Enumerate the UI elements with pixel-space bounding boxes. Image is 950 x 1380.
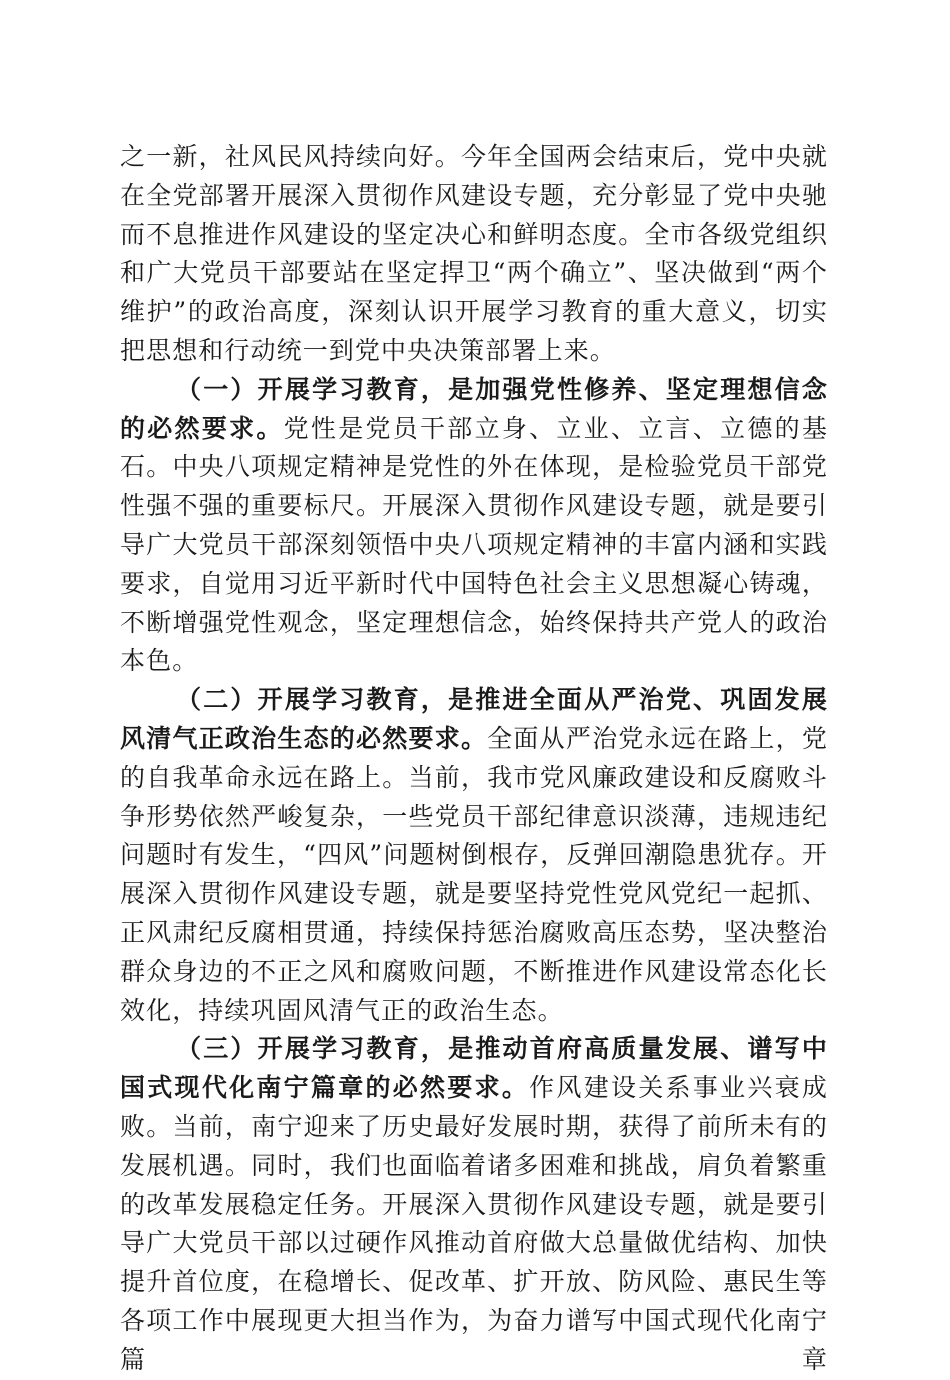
section-heading: （一）开展学习教育，是加强党性修养、坚定理想信念的必然要求。 [120, 374, 828, 443]
section-heading: （二）开展学习教育，是推进全面从严治党、巩固发展风清气正政治生态的必然要求。 [120, 685, 828, 753]
paragraph-section-3 [120, 1030, 828, 1379]
paragraph-body: 党性是党员干部立身、立业、立言、立德的基石。中央八项规定精神是党性的外在体现，是检验党员干部党性强不强的重要标尺。开展深入贯彻作风建设专题，就是要引导广大党员干部深刻领悟中央八项规定精神的丰富内涵和实践要求，自觉用习近平新时代中国特色社会主义思想凝心铸魂，不断增强党性观念，坚定理想信念，始终保持共产党人的政治本色。 [120, 413, 828, 676]
paragraph-intro-continuation [120, 138, 828, 371]
paragraph-body: 全面从严治党永远在路上，党的自我革命永远在路上。当前，我市党风廉政建设和反腐败斗争形势依然严峻复杂，一些党员干部纪律意识淡薄，违规违纪问题时有发生，“四风”问题树倒根存，反弹回潮隐患犹存。开展深入贯彻作风建设专题，就是要坚持党性党风党纪一起抓、正风肃纪反腐相贯通，持续保持惩治腐败高压态势，坚决整治群众身边的不正之风和腐败问题，不断推进作风建设常态化长效化，持续巩固风清气正的政治生态。 [120, 723, 828, 1025]
paragraph-body: 作风建设关系事业兴衰成败。当前，南宁迎来了历史最好发展时期，获得了前所未有的发展机遇。同时，我们也面临着诸多困难和挑战，肩负着繁重的改革发展稳定任务。开展深入贯彻作风建设专题，就是要引导广大党员干部以过硬作风推动首府做大总量做优结构、加快提升首位度，在稳增长、促改革、扩开放、防风险、惠民生等各项工作中展现更大担当作为，为奋力谱写中国式现代化南宁篇章 [120, 1073, 828, 1374]
paragraph-body: 之一新，社风民风持续向好。今年全国两会结束后，党中央就在全党部署开展深入贯彻作风建设专题，充分彰显了党中央驰而不息推进作风建设的坚定决心和鲜明态度。全市各级党组织和广大党员干部要站在坚定捍卫“两个确立”、坚决做到“两个维护”的政治高度，深刻认识开展学习教育的重大意义，切实把思想和行动统一到党中央决策部署上来。 [120, 142, 828, 365]
paragraph-section-2 [120, 681, 828, 1030]
document-page [120, 138, 828, 1380]
paragraph-section-1 [120, 371, 828, 681]
section-heading: （三）开展学习教育，是推动首府高质量发展、谱写中国式现代化南宁篇章的必然要求。 [120, 1034, 828, 1103]
